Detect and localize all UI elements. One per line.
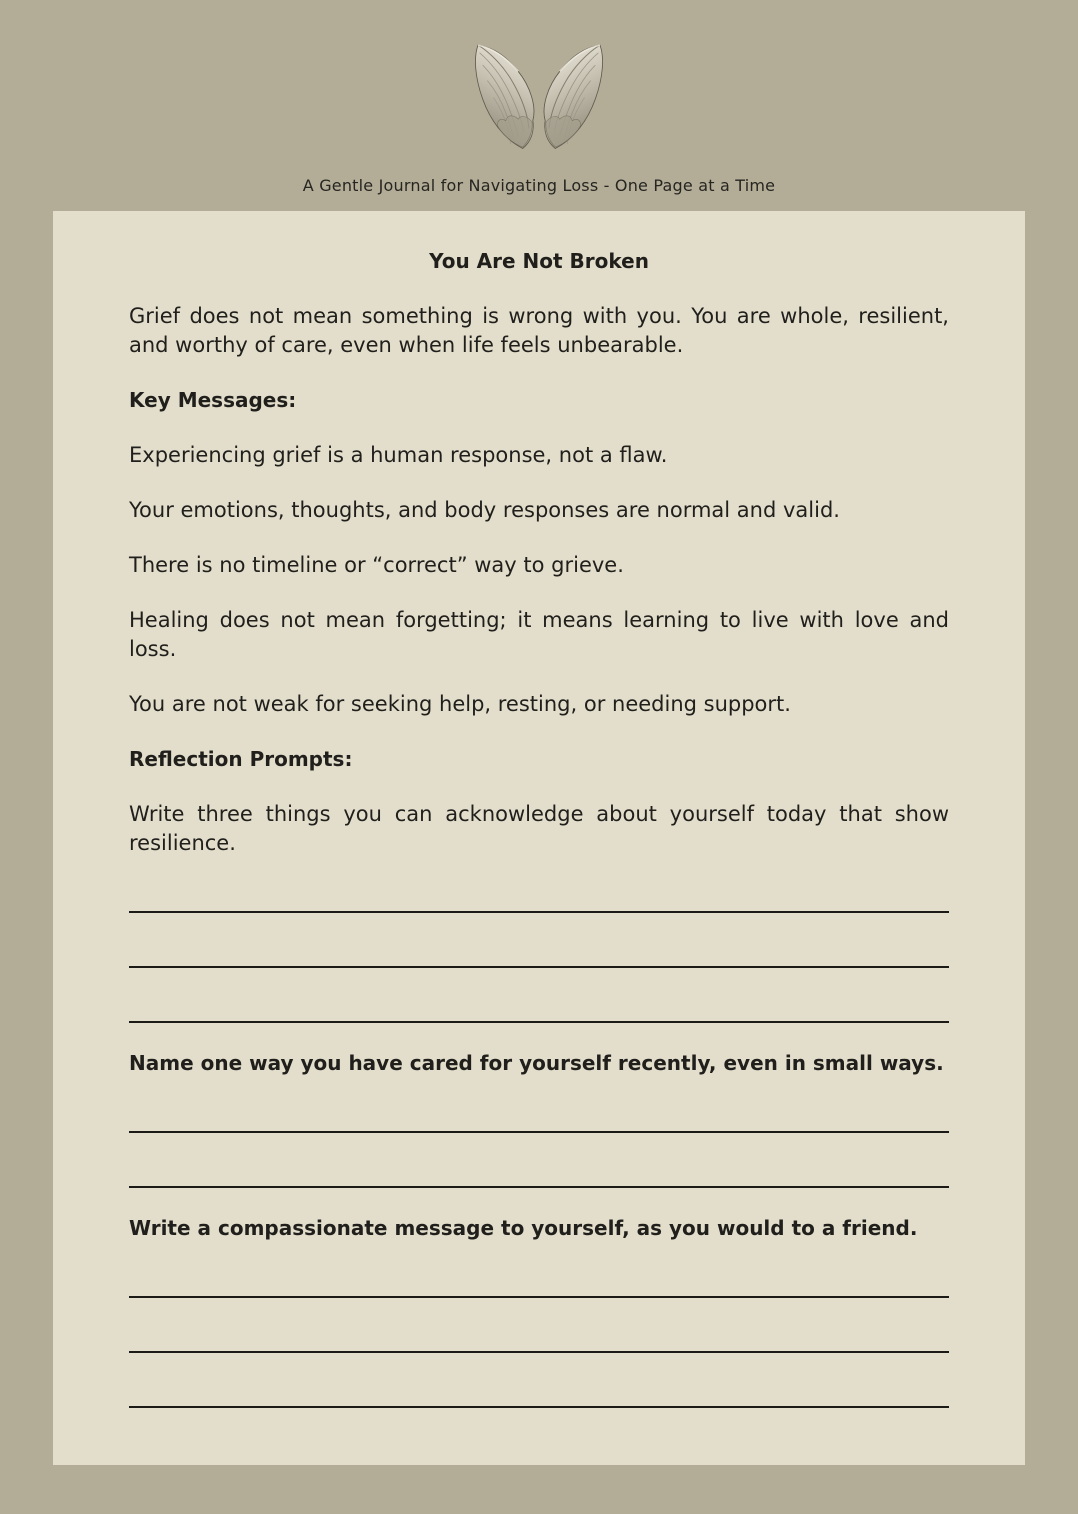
- intro-paragraph: Grief does not mean something is wrong with you. You are whole, resilient, and worthy of care, even when life feels unbearable.: [129, 304, 949, 357]
- key-message-4: Healing does not mean forgetting; it means learning to live with love and loss.: [129, 608, 949, 661]
- angel-wings-icon: [451, 42, 627, 150]
- reflection-prompt-2: Name one way you have cared for yourself recently, even in small ways.: [129, 1051, 944, 1075]
- reflection-prompt-3: Write a compassionate message to yourself, as you would to a friend.: [129, 1216, 918, 1240]
- journal-card: [53, 211, 1025, 1465]
- write-line: [129, 1324, 949, 1353]
- key-messages-heading: Key Messages:: [129, 388, 297, 412]
- key-message-2: Your emotions, thoughts, and body responses are normal and valid.: [129, 498, 840, 522]
- key-message-5: You are not weak for seeking help, resting, or needing support.: [129, 692, 791, 716]
- write-line: [129, 884, 949, 913]
- key-message-3: There is no timeline or “correct” way to grieve.: [129, 553, 624, 577]
- reflection-prompts-heading: Reflection Prompts:: [129, 747, 353, 771]
- reflection-prompt-1: Write three things you can acknowledge about yourself today that show resilience.: [129, 802, 949, 855]
- key-message-1: Experiencing grief is a human response, not a flaw.: [129, 443, 668, 467]
- journal-tagline: A Gentle Journal for Navigating Loss - One Page at a Time: [302, 176, 776, 195]
- write-line: [129, 939, 949, 968]
- header: [0, 0, 1078, 195]
- write-line: [129, 1269, 949, 1298]
- write-line: [129, 1379, 949, 1408]
- write-line: [129, 1104, 949, 1133]
- page-title: You Are Not Broken: [429, 249, 649, 273]
- write-line: [129, 994, 949, 1023]
- write-line: [129, 1159, 949, 1188]
